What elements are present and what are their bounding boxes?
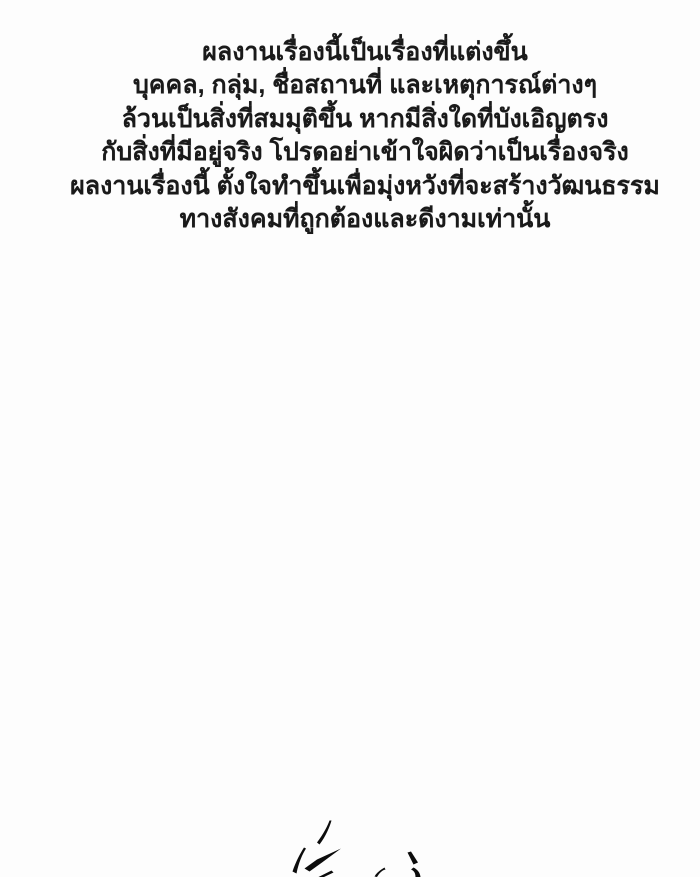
disclaimer-line-3: ล้วนเป็นสิ่งที่สมมุติขึ้น หากมีสิ่งใดที่บังเอิญตรง xyxy=(121,104,609,133)
ink-stroke-wedge-spike xyxy=(305,849,342,872)
disclaimer-line-1: ผลงานเรื่องนี้เป็นเรื่องที่แต่งขึ้น xyxy=(202,38,528,66)
disclaimer-text-block xyxy=(15,36,700,236)
ink-stroke-hair-slash-upper xyxy=(317,821,332,845)
disclaimer-line-2: บุคคล, กลุ่ม, ชื่อสถานที่ และเหตุการณ์ต่างๆ xyxy=(132,71,598,100)
ink-stroke-right-slash xyxy=(408,852,419,865)
disclaimer-line-6: ทางสังคมที่ถูกต้องและดีงามเท่านั้น xyxy=(179,205,551,234)
ink-stroke-right-curve xyxy=(411,868,421,877)
ink-stroke-bottom-slash xyxy=(319,871,334,877)
disclaimer-line-4: กับสิ่งที่มีอยู่จริง โปรดอย่าเข้าใจผิดว่าเป็นเรื่องจริง xyxy=(101,138,629,167)
disclaimer-line-5: ผลงานเรื่องนี้ ตั้งใจทำขึ้นเพื่อมุ่งหวังที่จะสร้างวัฒนธรรม xyxy=(70,171,660,200)
ink-stroke-thin-arc xyxy=(375,868,386,877)
ink-stroke-left-slash xyxy=(293,848,307,874)
